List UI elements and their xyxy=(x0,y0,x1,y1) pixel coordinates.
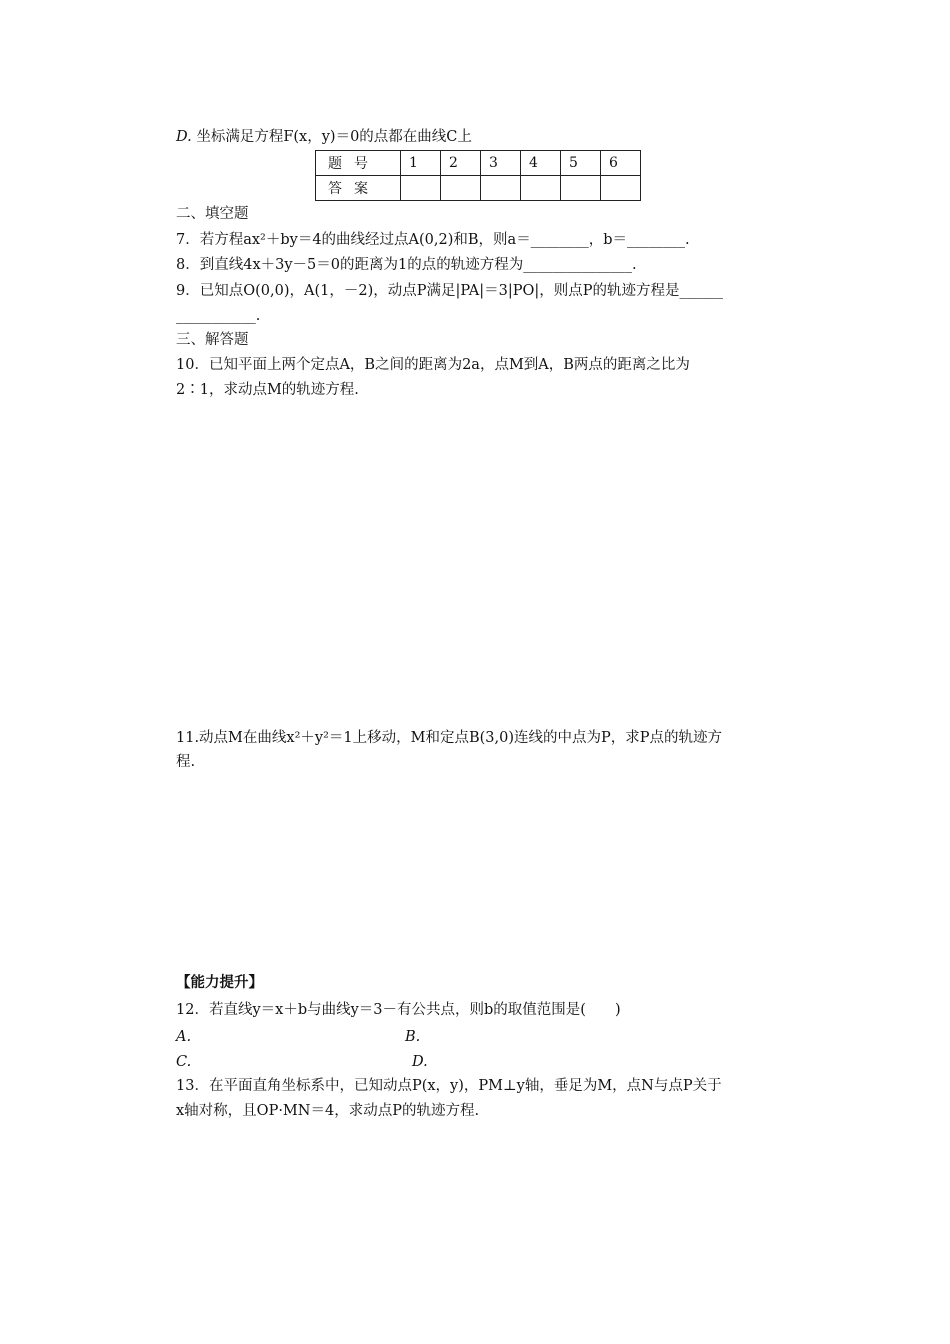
q12-option-d: D. xyxy=(412,1054,428,1070)
question-9-line-1: 9．已知点O(0,0)，A(1，－2)，动点P满足|PA|＝3|PO|，则点P的轨迹方程是______ xyxy=(176,283,724,299)
question-8: 8．到直线4x＋3y－5＝0的距离为1的点的轨迹方程为_______________. xyxy=(176,257,637,273)
question-10-line-1: 10．已知平面上两个定点A，B之间的距离为2a，点M到A，B两点的距离之比为 xyxy=(176,357,690,373)
answer-table-number: 4 xyxy=(521,151,561,176)
section-answer-heading: 三、解答题 xyxy=(176,332,249,348)
answer-cell[interactable] xyxy=(481,176,521,201)
q12-option-b: B. xyxy=(405,1029,421,1045)
answer-cell[interactable] xyxy=(561,176,601,201)
question-13-line-2: x轴对称，且OP·MN＝4，求动点P的轨迹方程. xyxy=(176,1103,480,1119)
question-12: 12．若直线y＝x＋b与曲线y＝3－有公共点，则b的取值范围是( ) xyxy=(176,1002,621,1018)
answer-cell[interactable] xyxy=(601,176,641,201)
question-9-line-2: ___________. xyxy=(176,308,261,324)
answer-table-answer-row xyxy=(316,176,641,201)
answer-table-number: 2 xyxy=(441,151,481,176)
answer-table-header-row xyxy=(316,151,641,176)
q12-option-c: C. xyxy=(176,1054,192,1070)
question-11-line-1: 11.动点M在曲线x²＋y²＝1上移动，M和定点B(3,0)连线的中点为P，求P点的轨迹方 xyxy=(176,730,723,746)
answer-table-number-label: 题号 xyxy=(316,151,401,176)
answer-cell[interactable] xyxy=(521,176,561,201)
answer-cell[interactable] xyxy=(441,176,481,201)
q12-option-a: A. xyxy=(176,1029,192,1045)
q6-option-d xyxy=(176,127,472,147)
answer-table xyxy=(315,150,641,201)
answer-table-answer-label: 答案 xyxy=(316,176,401,201)
option-text: 坐标满足方程F(x，y)＝0的点都在曲线C上 xyxy=(196,129,472,145)
answer-table-number: 3 xyxy=(481,151,521,176)
answer-table-number: 6 xyxy=(601,151,641,176)
option-letter: D. xyxy=(176,129,192,145)
answer-table-number: 5 xyxy=(561,151,601,176)
answer-cell[interactable] xyxy=(401,176,441,201)
answer-table-number: 1 xyxy=(401,151,441,176)
question-7: 7．若方程ax²＋by＝4的曲线经过点A(0,2)和B，则a＝________，b＝________. xyxy=(176,232,690,248)
section-fill-in-heading: 二、填空题 xyxy=(176,206,249,222)
question-10-line-2: 2∶1，求动点M的轨迹方程. xyxy=(176,382,359,398)
question-11-line-2: 程. xyxy=(176,754,196,770)
ability-heading: 【能力提升】 xyxy=(176,975,263,991)
question-13-line-1: 13．在平面直角坐标系中，已知动点P(x，y)，PM⊥y轴，垂足为M，点N与点P关于 xyxy=(176,1078,722,1094)
